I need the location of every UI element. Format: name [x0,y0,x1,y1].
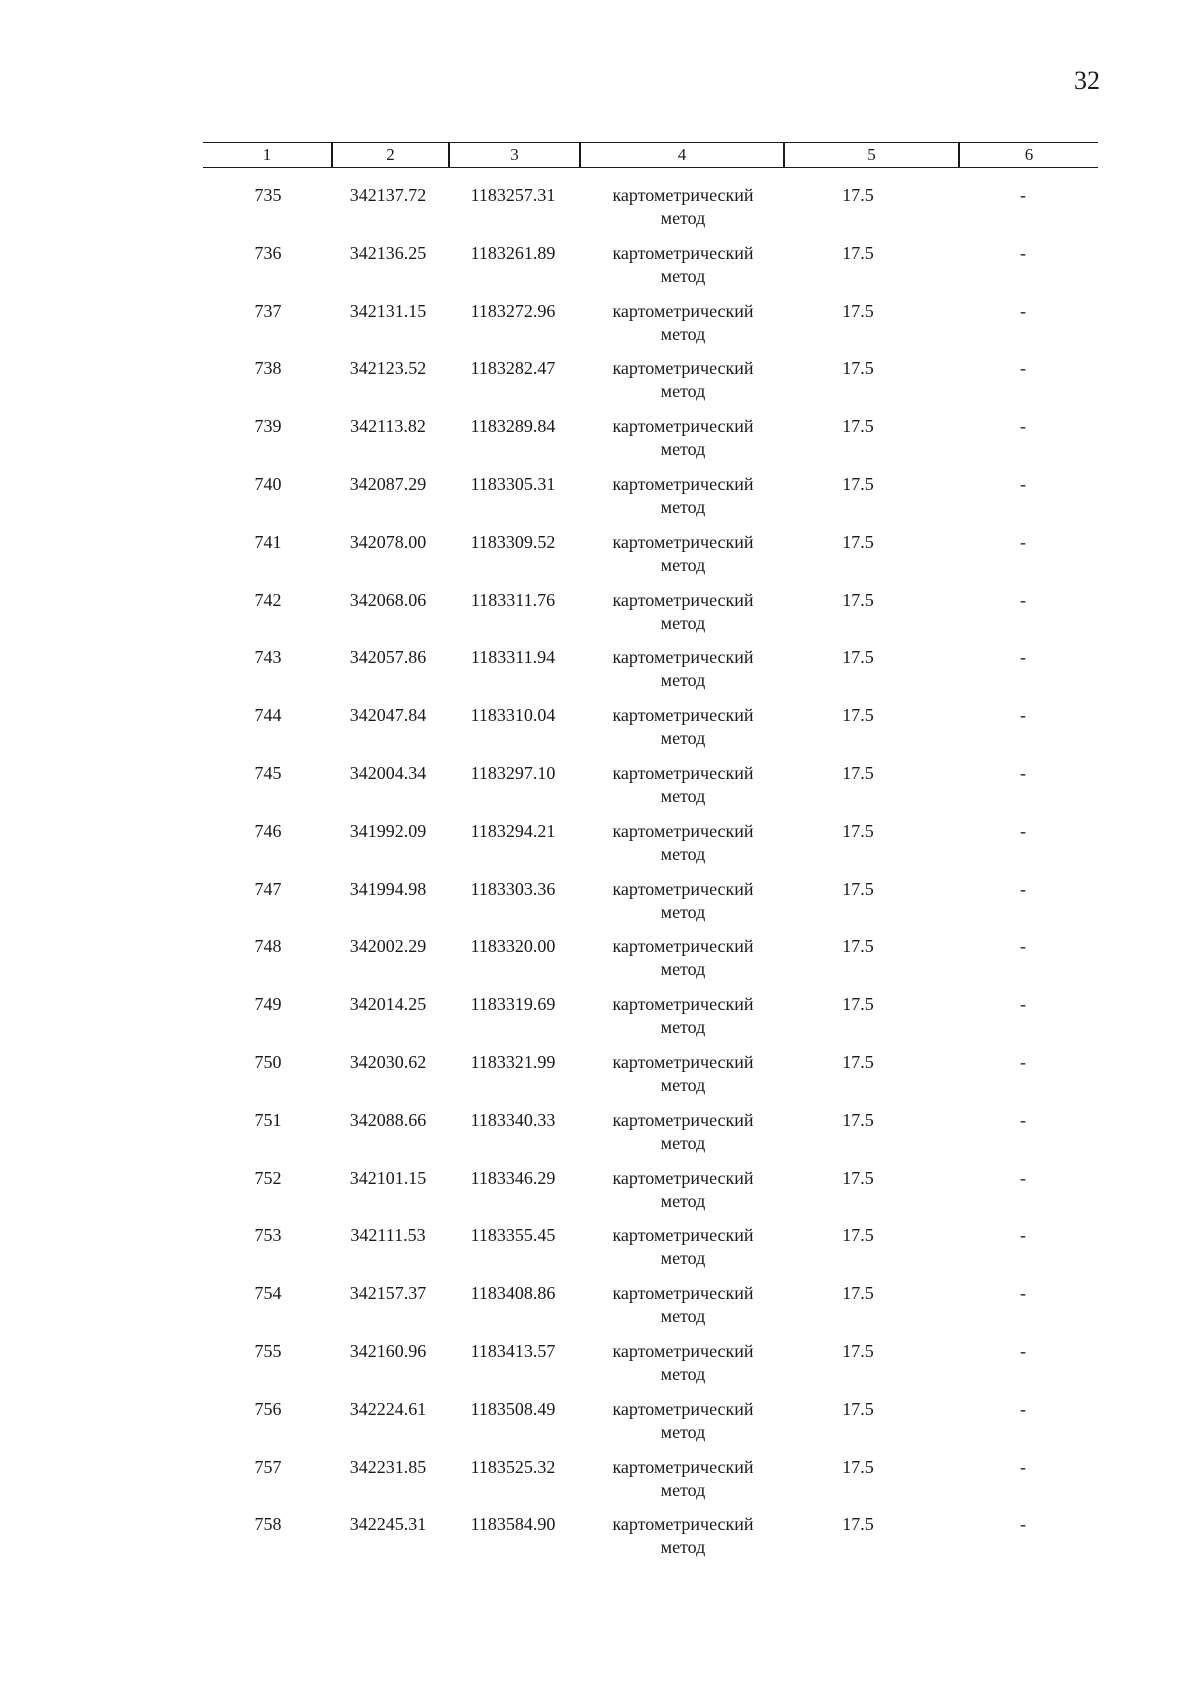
y-coordinate-cell: 1183584.90 [470,1514,556,1535]
point-number-cell: 739 [254,416,282,437]
x-coordinate-cell: 342078.00 [349,531,427,552]
accuracy-cell: 17.5 [842,473,874,494]
y-coordinate-cell: 1183303.36 [470,878,556,899]
table-row [203,1398,1098,1456]
method-line-1: картометрический [612,1398,754,1419]
method-cell [583,878,783,924]
method-line-2: метод [660,1479,706,1500]
description-cell: - [1020,300,1026,321]
method-line-2: метод [660,901,706,922]
method-line-1: картометрический [612,705,754,726]
accuracy-cell: 17.5 [842,994,874,1015]
method-line-1: картометрический [612,358,754,379]
x-coordinate-cell: 342123.52 [349,358,427,379]
x-coordinate-cell: 342068.06 [349,589,427,610]
description-cell: - [1020,1283,1026,1304]
accuracy-cell: 17.5 [842,647,874,668]
x-coordinate-cell: 342087.29 [349,473,427,494]
method-cell [583,1051,783,1097]
table-row [203,531,1098,589]
method-cell [583,300,783,346]
point-number-cell: 745 [254,762,282,783]
y-coordinate-cell: 1183525.32 [470,1456,556,1477]
description-cell: - [1020,1398,1026,1419]
method-cell [583,473,783,519]
description-cell: - [1020,473,1026,494]
method-line-1: картометрический [612,1051,754,1072]
y-coordinate-cell: 1183319.69 [470,994,556,1015]
table-row [203,820,1098,878]
accuracy-cell: 17.5 [842,1051,874,1072]
y-coordinate-cell: 1183310.04 [470,705,556,726]
description-cell: - [1020,936,1026,957]
y-coordinate-cell: 1183508.49 [470,1398,556,1419]
point-number-cell: 755 [254,1340,282,1361]
y-coordinate-cell: 1183309.52 [470,531,556,552]
description-cell: - [1020,589,1026,610]
description-cell: - [1020,1109,1026,1130]
x-coordinate-cell: 342101.15 [349,1167,427,1188]
method-cell [583,1513,783,1559]
header-cell-1: 1 [262,145,272,164]
x-coordinate-cell: 342014.25 [349,994,427,1015]
point-number-cell: 738 [254,358,282,379]
accuracy-cell: 17.5 [842,300,874,321]
accuracy-cell: 17.5 [842,1456,874,1477]
header-cell-6: 6 [1024,145,1034,164]
method-line-1: картометрический [612,1225,754,1246]
point-number-cell: 753 [254,1225,282,1246]
method-cell [583,1340,783,1386]
table-row [203,415,1098,473]
method-cell [583,1224,783,1270]
method-line-1: картометрический [612,1456,754,1477]
method-cell [583,646,783,692]
table-header [203,142,1098,168]
accuracy-cell: 17.5 [842,589,874,610]
point-number-cell: 737 [254,300,282,321]
description-cell: - [1020,1051,1026,1072]
table-row [203,704,1098,762]
method-line-2: метод [660,728,706,749]
method-cell [583,1109,783,1155]
method-cell [583,531,783,577]
point-number-cell: 740 [254,473,282,494]
y-coordinate-cell: 1183282.47 [470,358,556,379]
method-line-1: картометрический [612,185,754,205]
accuracy-cell: 17.5 [842,531,874,552]
method-line-2: метод [660,496,706,517]
point-number-cell: 735 [254,185,282,205]
point-number-cell: 747 [254,878,282,899]
method-cell [583,820,783,866]
header-cell-3: 3 [510,145,519,164]
x-coordinate-cell: 342088.66 [349,1109,427,1130]
table-row [203,1513,1098,1571]
accuracy-cell: 17.5 [842,1283,874,1304]
method-cell [583,762,783,808]
description-cell: - [1020,358,1026,379]
accuracy-cell: 17.5 [842,705,874,726]
point-number-cell: 751 [254,1109,282,1130]
x-coordinate-cell: 342030.62 [349,1051,427,1072]
accuracy-cell: 17.5 [842,1225,874,1246]
point-number-cell: 744 [254,705,282,726]
x-coordinate-cell: 342057.86 [349,647,427,668]
method-line-1: картометрический [612,994,754,1015]
accuracy-cell: 17.5 [842,1398,874,1419]
accuracy-cell: 17.5 [842,1167,874,1188]
point-number-cell: 752 [254,1167,282,1188]
description-cell: - [1020,531,1026,552]
description-cell: - [1020,878,1026,899]
description-cell: - [1020,994,1026,1015]
accuracy-cell: 17.5 [842,762,874,783]
page-number: 32 [1074,66,1100,95]
method-line-2: метод [660,1017,706,1038]
description-cell: - [1020,1340,1026,1361]
method-line-2: метод [660,959,706,980]
x-coordinate-cell: 341992.09 [349,820,427,841]
point-number-cell: 748 [254,936,282,957]
method-line-2: метод [660,1248,706,1269]
point-number-cell: 754 [254,1283,282,1304]
accuracy-cell: 17.5 [842,185,874,205]
method-line-2: метод [660,1421,706,1442]
description-cell: - [1020,242,1026,263]
table-row [203,184,1098,242]
y-coordinate-cell: 1183261.89 [470,242,556,263]
point-number-cell: 757 [254,1456,282,1477]
description-cell: - [1020,647,1026,668]
x-coordinate-cell: 342136.25 [349,242,427,263]
x-coordinate-cell: 342111.53 [350,1225,426,1246]
accuracy-cell: 17.5 [842,242,874,263]
method-line-1: картометрический [612,936,754,957]
method-line-2: метод [660,1363,706,1384]
table-row [203,1051,1098,1109]
method-cell [583,935,783,981]
description-cell: - [1020,762,1026,783]
description-cell: - [1020,1167,1026,1188]
method-line-2: метод [660,265,706,286]
x-coordinate-cell: 342157.37 [349,1283,427,1304]
y-coordinate-cell: 1183321.99 [470,1051,556,1072]
point-number-cell: 749 [254,994,282,1015]
method-line-1: картометрический [612,1340,754,1361]
accuracy-cell: 17.5 [842,1514,874,1535]
accuracy-cell: 17.5 [842,1109,874,1130]
method-cell [583,1282,783,1328]
method-cell [583,589,783,635]
accuracy-cell: 17.5 [842,1340,874,1361]
method-cell [583,1167,783,1213]
method-line-1: картометрический [612,820,754,841]
x-coordinate-cell: 342131.15 [349,300,427,321]
table-row [203,242,1098,300]
x-coordinate-cell: 341994.98 [349,878,427,899]
point-number-cell: 750 [254,1051,282,1072]
method-line-1: картометрический [612,878,754,899]
method-line-2: метод [660,1132,706,1153]
description-cell: - [1020,416,1026,437]
method-line-1: картометрический [612,531,754,552]
point-number-cell: 746 [254,820,282,841]
y-coordinate-cell: 1183413.57 [470,1340,556,1361]
y-coordinate-cell: 1183311.94 [470,647,556,668]
table-row [203,1456,1098,1514]
method-line-1: картометрический [612,473,754,494]
y-coordinate-cell: 1183355.45 [470,1225,556,1246]
method-line-1: картометрический [612,762,754,783]
method-line-2: метод [660,554,706,575]
method-line-2: метод [660,1190,706,1211]
table-row [203,1167,1098,1225]
method-line-1: картометрический [612,416,754,437]
x-coordinate-cell: 342002.29 [349,936,427,957]
method-cell [583,184,783,230]
method-line-2: метод [660,439,706,460]
description-cell: - [1020,185,1026,205]
x-coordinate-cell: 342047.84 [349,705,427,726]
table-body [203,184,1098,1571]
method-line-2: метод [660,323,706,344]
y-coordinate-cell: 1183257.31 [470,185,556,205]
table-row [203,935,1098,993]
description-cell: - [1020,1225,1026,1246]
accuracy-cell: 17.5 [842,820,874,841]
method-line-2: метод [660,1537,706,1558]
description-cell: - [1020,1456,1026,1477]
accuracy-cell: 17.5 [842,878,874,899]
table-row [203,1109,1098,1167]
description-cell: - [1020,1514,1026,1535]
method-cell [583,704,783,750]
x-coordinate-cell: 342160.96 [349,1340,427,1361]
point-number-cell: 758 [254,1514,282,1535]
method-line-1: картометрический [612,1167,754,1188]
method-line-1: картометрический [612,300,754,321]
x-coordinate-cell: 342245.31 [349,1514,427,1535]
accuracy-cell: 17.5 [842,358,874,379]
y-coordinate-cell: 1183311.76 [470,589,556,610]
x-coordinate-cell: 342231.85 [349,1456,427,1477]
method-line-2: метод [660,785,706,806]
table-row [203,473,1098,531]
y-coordinate-cell: 1183294.21 [470,820,556,841]
method-line-2: метод [660,670,706,691]
point-number-cell: 743 [254,647,282,668]
table-row [203,1282,1098,1340]
point-number-cell: 742 [254,589,282,610]
method-cell [583,1456,783,1502]
accuracy-cell: 17.5 [842,416,874,437]
method-cell [583,1398,783,1444]
method-line-2: метод [660,381,706,402]
table-row [203,357,1098,415]
method-line-1: картометрический [612,1514,754,1535]
method-line-1: картометрический [612,647,754,668]
y-coordinate-cell: 1183408.86 [470,1283,556,1304]
method-line-1: картометрический [612,242,754,263]
method-line-1: картометрический [612,1109,754,1130]
x-coordinate-cell: 342137.72 [349,185,427,205]
method-cell [583,242,783,288]
header-cell-5: 5 [867,145,876,164]
y-coordinate-cell: 1183320.00 [470,936,556,957]
method-cell [583,357,783,403]
method-line-1: картометрический [612,1283,754,1304]
table-row [203,1340,1098,1398]
table-row [203,878,1098,936]
table-row [203,589,1098,647]
y-coordinate-cell: 1183272.96 [470,300,556,321]
method-line-1: картометрический [612,589,754,610]
method-line-2: метод [660,208,706,228]
table-row [203,993,1098,1051]
description-cell: - [1020,705,1026,726]
point-number-cell: 736 [254,242,282,263]
y-coordinate-cell: 1183305.31 [470,473,556,494]
table-row [203,1224,1098,1282]
y-coordinate-cell: 1183340.33 [470,1109,556,1130]
method-line-2: метод [660,843,706,864]
header-cell-4: 4 [677,145,687,164]
method-line-2: метод [660,612,706,633]
method-cell [583,993,783,1039]
point-number-cell: 756 [254,1398,282,1419]
table-row [203,762,1098,820]
y-coordinate-cell: 1183297.10 [470,762,556,783]
table-row [203,300,1098,358]
method-line-2: метод [660,1074,706,1095]
header-cell-2: 2 [386,145,395,164]
x-coordinate-cell: 342224.61 [349,1398,427,1419]
x-coordinate-cell: 342113.82 [350,416,426,437]
accuracy-cell: 17.5 [842,936,874,957]
x-coordinate-cell: 342004.34 [349,762,427,783]
method-line-2: метод [660,1306,706,1327]
description-cell: - [1020,820,1026,841]
method-cell [583,415,783,461]
y-coordinate-cell: 1183289.84 [470,416,556,437]
table-row [203,646,1098,704]
point-number-cell: 741 [254,531,282,552]
y-coordinate-cell: 1183346.29 [470,1167,556,1188]
